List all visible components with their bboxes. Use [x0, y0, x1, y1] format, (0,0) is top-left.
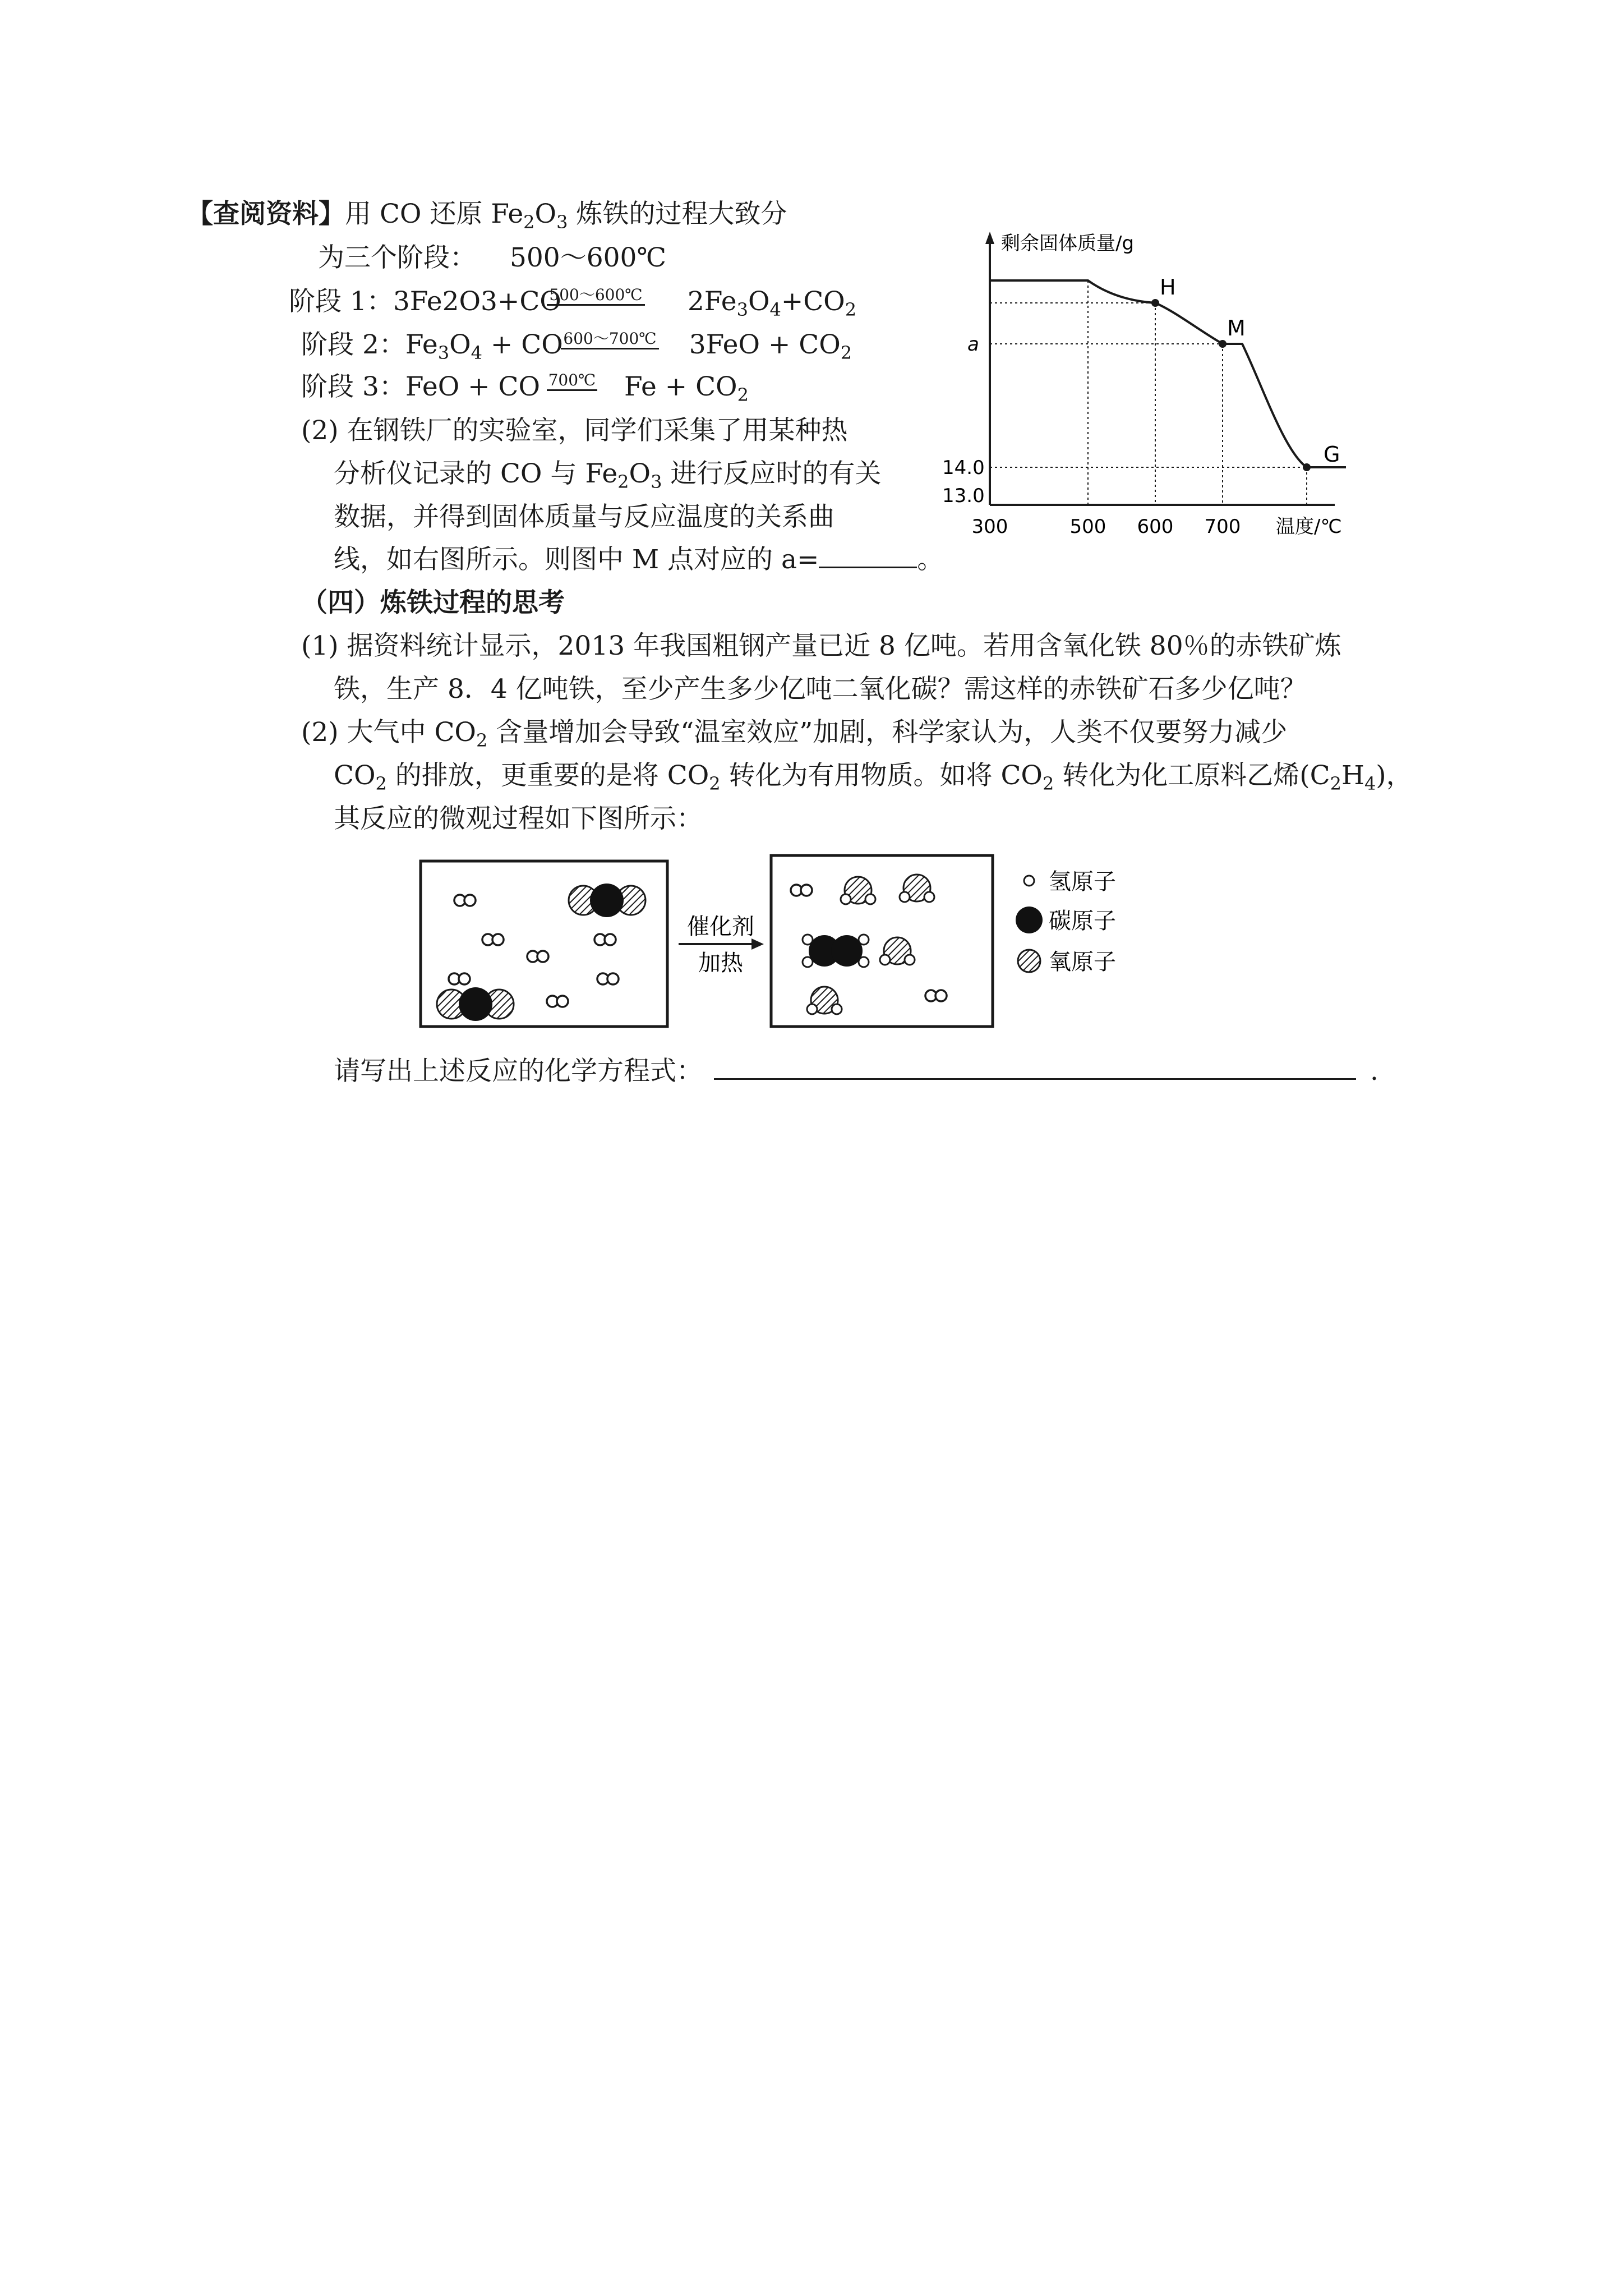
- line-material-intro: 【查阅资料】用 CO 还原 $Fe_2O_3$ 炼铁的过程大致分: [187, 199, 787, 233]
- final-question: 请写出上述反应的化学方程式： .: [334, 1056, 1378, 1087]
- arrow-label-heating: 加热: [698, 950, 743, 976]
- reaction-micro-diagram: [415, 850, 1211, 1035]
- guide-lines: [990, 280, 1307, 505]
- product-ethylene-molecule: [803, 935, 869, 967]
- stage-1-condition: 500～600℃: [547, 286, 645, 306]
- y-tick-13: 13.0: [942, 485, 985, 507]
- answer-blank-equation[interactable]: [714, 1078, 1356, 1080]
- reactant-co2-molecule-2: [437, 987, 514, 1021]
- x-tick-500: 500: [1069, 516, 1106, 538]
- point-G-marker: [1303, 463, 1311, 471]
- p1-line-1: (1) 据资料统计显示，2013 年我国粗钢产量已近 8 亿吨。若用含氧化铁 80％的赤铁矿炼: [301, 631, 1341, 661]
- q2-line-3: 数据，并得到固体质量与反应温度的关系曲: [334, 501, 834, 532]
- p1-line-2: 铁，生产 8．4 亿吨铁，至少产生多少亿吨二氧化碳？需这样的赤铁矿石多少亿吨？: [334, 674, 1307, 705]
- y-axis-arrow: [985, 232, 994, 244]
- legend-hydrogen-label: 氢原子: [1049, 869, 1116, 895]
- answer-blank-a[interactable]: [819, 567, 917, 568]
- x-tick-300: 300: [971, 516, 1008, 538]
- stage-1-equation: 阶段 1：3Fe2O3+CO $2Fe_3O_4+CO_2$: [289, 286, 857, 320]
- mass-temperature-chart: [920, 216, 1413, 541]
- x-axis-label: 温度/℃: [1276, 516, 1342, 538]
- legend-oxygen-icon: [1018, 950, 1040, 972]
- y-tick-a: a: [967, 333, 979, 356]
- p2-line-2: $CO_2$ 的排放，更重要的是将 $CO_2$ 转化为有用物质。如将 $CO_2$ 转化为化工原料乙烯$(C_2H_4)$，: [334, 760, 1413, 794]
- x-tick-700: 700: [1204, 516, 1241, 538]
- x-tick-600: 600: [1137, 516, 1174, 538]
- point-H-label: H: [1160, 275, 1176, 300]
- p2-line-3: 其反应的微观过程如下图所示：: [334, 803, 703, 834]
- y-tick-14: 14.0: [942, 457, 985, 479]
- reactant-co2-molecule-1: [569, 884, 645, 917]
- stage-2-equation: 阶段 2：$Fe_3O_4$ + CO $3FeO + CO_2$: [301, 329, 852, 364]
- section-4-heading: （四）炼铁过程的思考: [301, 587, 565, 618]
- legend-carbon-label: 碳原子: [1049, 908, 1116, 934]
- q2-line-1: (2) 在钢铁厂的实验室，同学们采集了用某种热: [301, 415, 848, 446]
- stage-2-condition: 600～700℃: [561, 330, 659, 349]
- point-H-marker: [1151, 299, 1159, 307]
- legend-oxygen-label: 氧原子: [1049, 949, 1116, 975]
- line-stages-intro: 为三个阶段： 500～600℃: [318, 242, 666, 273]
- legend-carbon-icon: [1016, 907, 1043, 933]
- q2-line-4: 线，如右图所示。则图中 M 点对应的 a= 。: [334, 544, 944, 575]
- y-axis-label: 剩余固体质量/g: [1001, 232, 1135, 255]
- mass-curve: [990, 280, 1346, 467]
- q2-line-2: 分析仪记录的 CO 与 $Fe_2O_3$ 进行反应时的有关: [334, 458, 882, 493]
- point-G-label: G: [1324, 442, 1340, 467]
- legend-hydrogen-icon: [1024, 876, 1034, 886]
- point-M-marker: [1219, 340, 1227, 348]
- reaction-arrow-head: [751, 938, 764, 950]
- stage-3-equation: 阶段 3：FeO + CO $Fe + CO_2$: [301, 371, 749, 406]
- p2-line-1: (2) 大气中 $CO_2$ 含量增加会导致“温室效应”加剧，科学家认为，人类不仅要努力减少: [301, 717, 1288, 751]
- section-tag-material: 【查阅资料】: [187, 199, 345, 229]
- point-M-label: M: [1227, 316, 1246, 341]
- arrow-label-catalyst: 催化剂: [687, 914, 754, 940]
- stage-3-condition: 700℃: [547, 371, 597, 391]
- diagram-legend: [1016, 869, 1116, 975]
